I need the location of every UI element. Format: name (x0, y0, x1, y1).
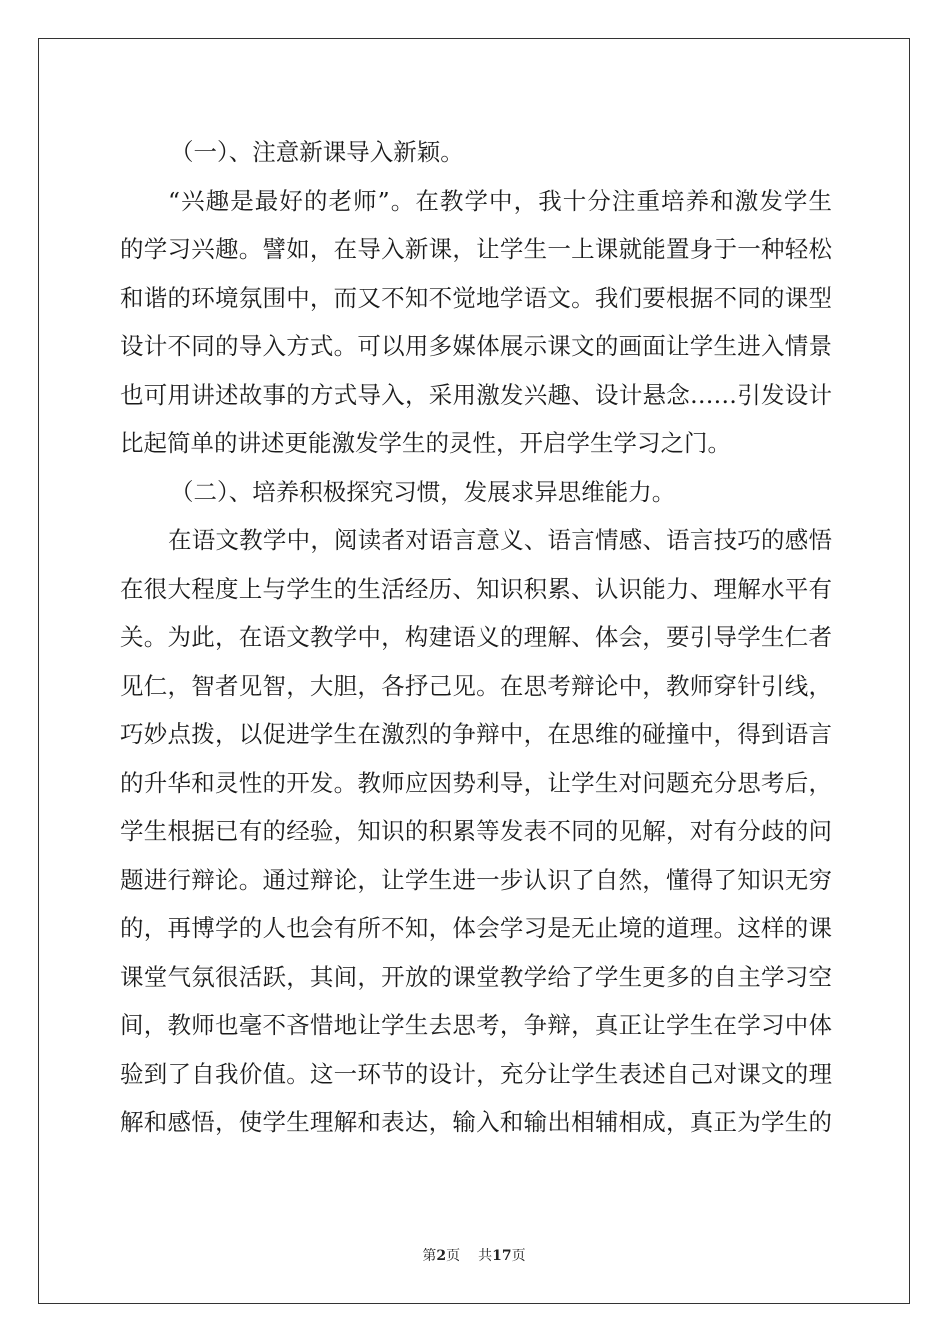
text-line: 巧妙点拨，以促进学生在激烈的争辩中，在思维的碰撞中，得到语言 (120, 720, 832, 748)
text-line: 设计不同的导入方式。可以用多媒体展示课文的画面让学生进入情景 (120, 332, 832, 360)
text-line: 在很大程度上与学生的生活经历、知识积累、认识能力、理解水平有 (120, 574, 832, 603)
section-heading: （二）、培养积极探究习惯，发展求异思维能力。 (170, 477, 676, 506)
text-line: 间，教师也毫不吝惜地让学生去思考，争辩，真正让学生在学习中体 (120, 1011, 832, 1039)
total-pages-prefix: 共 (478, 1248, 493, 1264)
text-line: 和谐的环境氛围中，而又不知不觉地学语文。我们要根据不同的课型 (120, 283, 832, 312)
text-line: 在语文教学中，阅读者对语言意义、语言情感、语言技巧的感悟 (168, 526, 832, 554)
text-line: 学生根据已有的经验，知识的积累等发表不同的见解，对有分歧的问 (120, 817, 832, 845)
page-footer (38, 1246, 910, 1266)
text-line: 的，再博学的人也会有所不知，体会学习是无止境的道理。这样的课 (120, 914, 832, 942)
document-body (120, 128, 832, 1147)
text-line: 的升华和灵性的开发。教师应因势利导，让学生对问题充分思考后， (120, 768, 832, 797)
text-line: “兴趣是最好的老师”。在教学中，我十分注重培养和激发学生 (168, 186, 832, 215)
text-line: 验到了自我价值。这一环节的设计，充分让学生表述自己对课文的理 (120, 1059, 832, 1088)
text-line: 也可用讲述故事的方式导入，采用激发兴趣、设计悬念……引发设计 (120, 380, 832, 409)
total-pages-suffix: 页 (511, 1248, 526, 1264)
total-page-count: 17 (492, 1248, 512, 1264)
page-number-prefix: 第 (422, 1248, 437, 1264)
current-page-number: 2 (436, 1248, 447, 1264)
text-line: 见仁，智者见智，大胆，各抒己见。在思考辩论中，教师穿针引线， (120, 671, 832, 700)
text-line: 关。为此，在语文教学中，构建语义的理解、体会，要引导学生仁者 (120, 623, 832, 651)
text-line: 的学习兴趣。譬如，在导入新课，让学生一上课就能置身于一种轻松 (120, 235, 832, 263)
text-line: 比起简单的讲述更能激发学生的灵性，开启学生学习之门。 (120, 429, 731, 457)
text-line: 课堂气氛很活跃，其间，开放的课堂教学给了学生更多的自主学习空 (120, 962, 832, 991)
page-number-suffix: 页 (446, 1248, 461, 1264)
text-line: 题进行辩论。通过辩论，让学生进一步认识了自然，懂得了知识无穷 (120, 865, 832, 894)
text-line: 解和感悟，使学生理解和表达，输入和输出相辅相成，真正为学生的 (120, 1108, 832, 1136)
section-heading: （一）、注意新课导入新颖。 (170, 138, 464, 166)
